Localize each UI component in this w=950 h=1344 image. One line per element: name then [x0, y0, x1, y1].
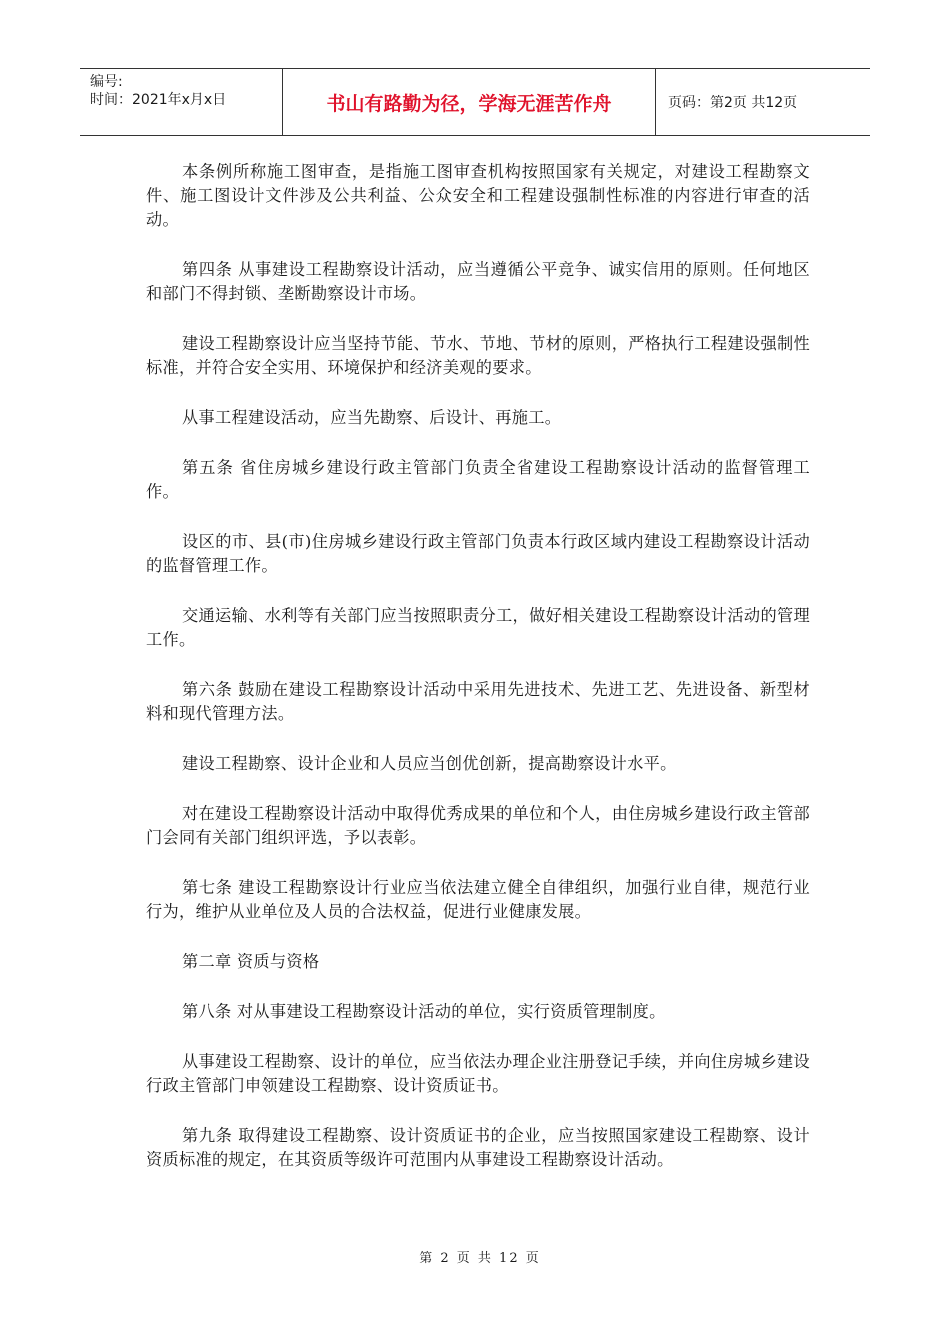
paragraph: 第八条 对从事建设工程勘察设计活动的单位，实行资质管理制度。 [182, 1002, 666, 1021]
paragraph: 从事工程建设活动，应当先勘察、后设计、再施工。 [182, 408, 562, 427]
paragraph: 第五条 省住房城乡建设行政主管部门负责全省建设工程勘察设计活动的监督管理工作。 [146, 458, 810, 501]
page-footer: 第 2 页 共 12 页 [419, 1251, 541, 1266]
paragraph: 第七条 建设工程勘察设计行业应当依法建立健全自律组织，加强行业自律，规范行业行为，维护从业单位及人员的合法权益，促进行业健康发展。 [146, 878, 810, 921]
header-motto: 书山有路勤为径，学海无涯苦作舟 [283, 69, 656, 135]
time-label: 时间：2021年x月x日 [90, 92, 227, 108]
number-label: 编号: [90, 74, 123, 90]
document-body [146, 160, 810, 1198]
paragraph: 建设工程勘察设计应当坚持节能、节水、节地、节材的原则，严格执行工程建设强制性标准，并符合安全实用、环境保护和经济美观的要求。 [146, 334, 810, 377]
paragraph: 对在建设工程勘察设计活动中取得优秀成果的单位和个人，由住房城乡建设行政主管部门会同有关部门组织评选，予以表彰。 [146, 804, 810, 847]
paragraph: 设区的市、县(市)住房城乡建设行政主管部门负责本行政区域内建设工程勘察设计活动的监督管理工作。 [146, 532, 810, 575]
paragraph: 本条例所称施工图审查，是指施工图审查机构按照国家有关规定，对建设工程勘察文件、施工图设计文件涉及公共利益、公众安全和工程建设强制性标准的内容进行审查的活动。 [146, 162, 810, 229]
paragraph: 第九条 取得建设工程勘察、设计资质证书的企业，应当按照国家建设工程勘察、设计资质标准的规定，在其资质等级许可范围内从事建设工程勘察设计活动。 [146, 1126, 810, 1169]
paragraph: 建设工程勘察、设计企业和人员应当创优创新，提高勘察设计水平。 [182, 754, 677, 773]
header-page-info: 页码：第2页 共12页 [668, 95, 798, 111]
chapter-heading: 第二章 资质与资格 [182, 952, 320, 971]
paragraph: 第四条 从事建设工程勘察设计活动，应当遵循公平竞争、诚实信用的原则。任何地区和部门不得封锁、垄断勘察设计市场。 [146, 260, 810, 303]
page-header [80, 68, 870, 136]
header-meta [80, 69, 283, 135]
paragraph: 交通运输、水利等有关部门应当按照职责分工，做好相关建设工程勘察设计活动的管理工作。 [146, 606, 810, 649]
paragraph: 第六条 鼓励在建设工程勘察设计活动中采用先进技术、先进工艺、先进设备、新型材料和现代管理方法。 [146, 680, 810, 723]
paragraph: 从事建设工程勘察、设计的单位，应当依法办理企业注册登记手续，并向住房城乡建设行政主管部门申领建设工程勘察、设计资质证书。 [146, 1052, 810, 1095]
